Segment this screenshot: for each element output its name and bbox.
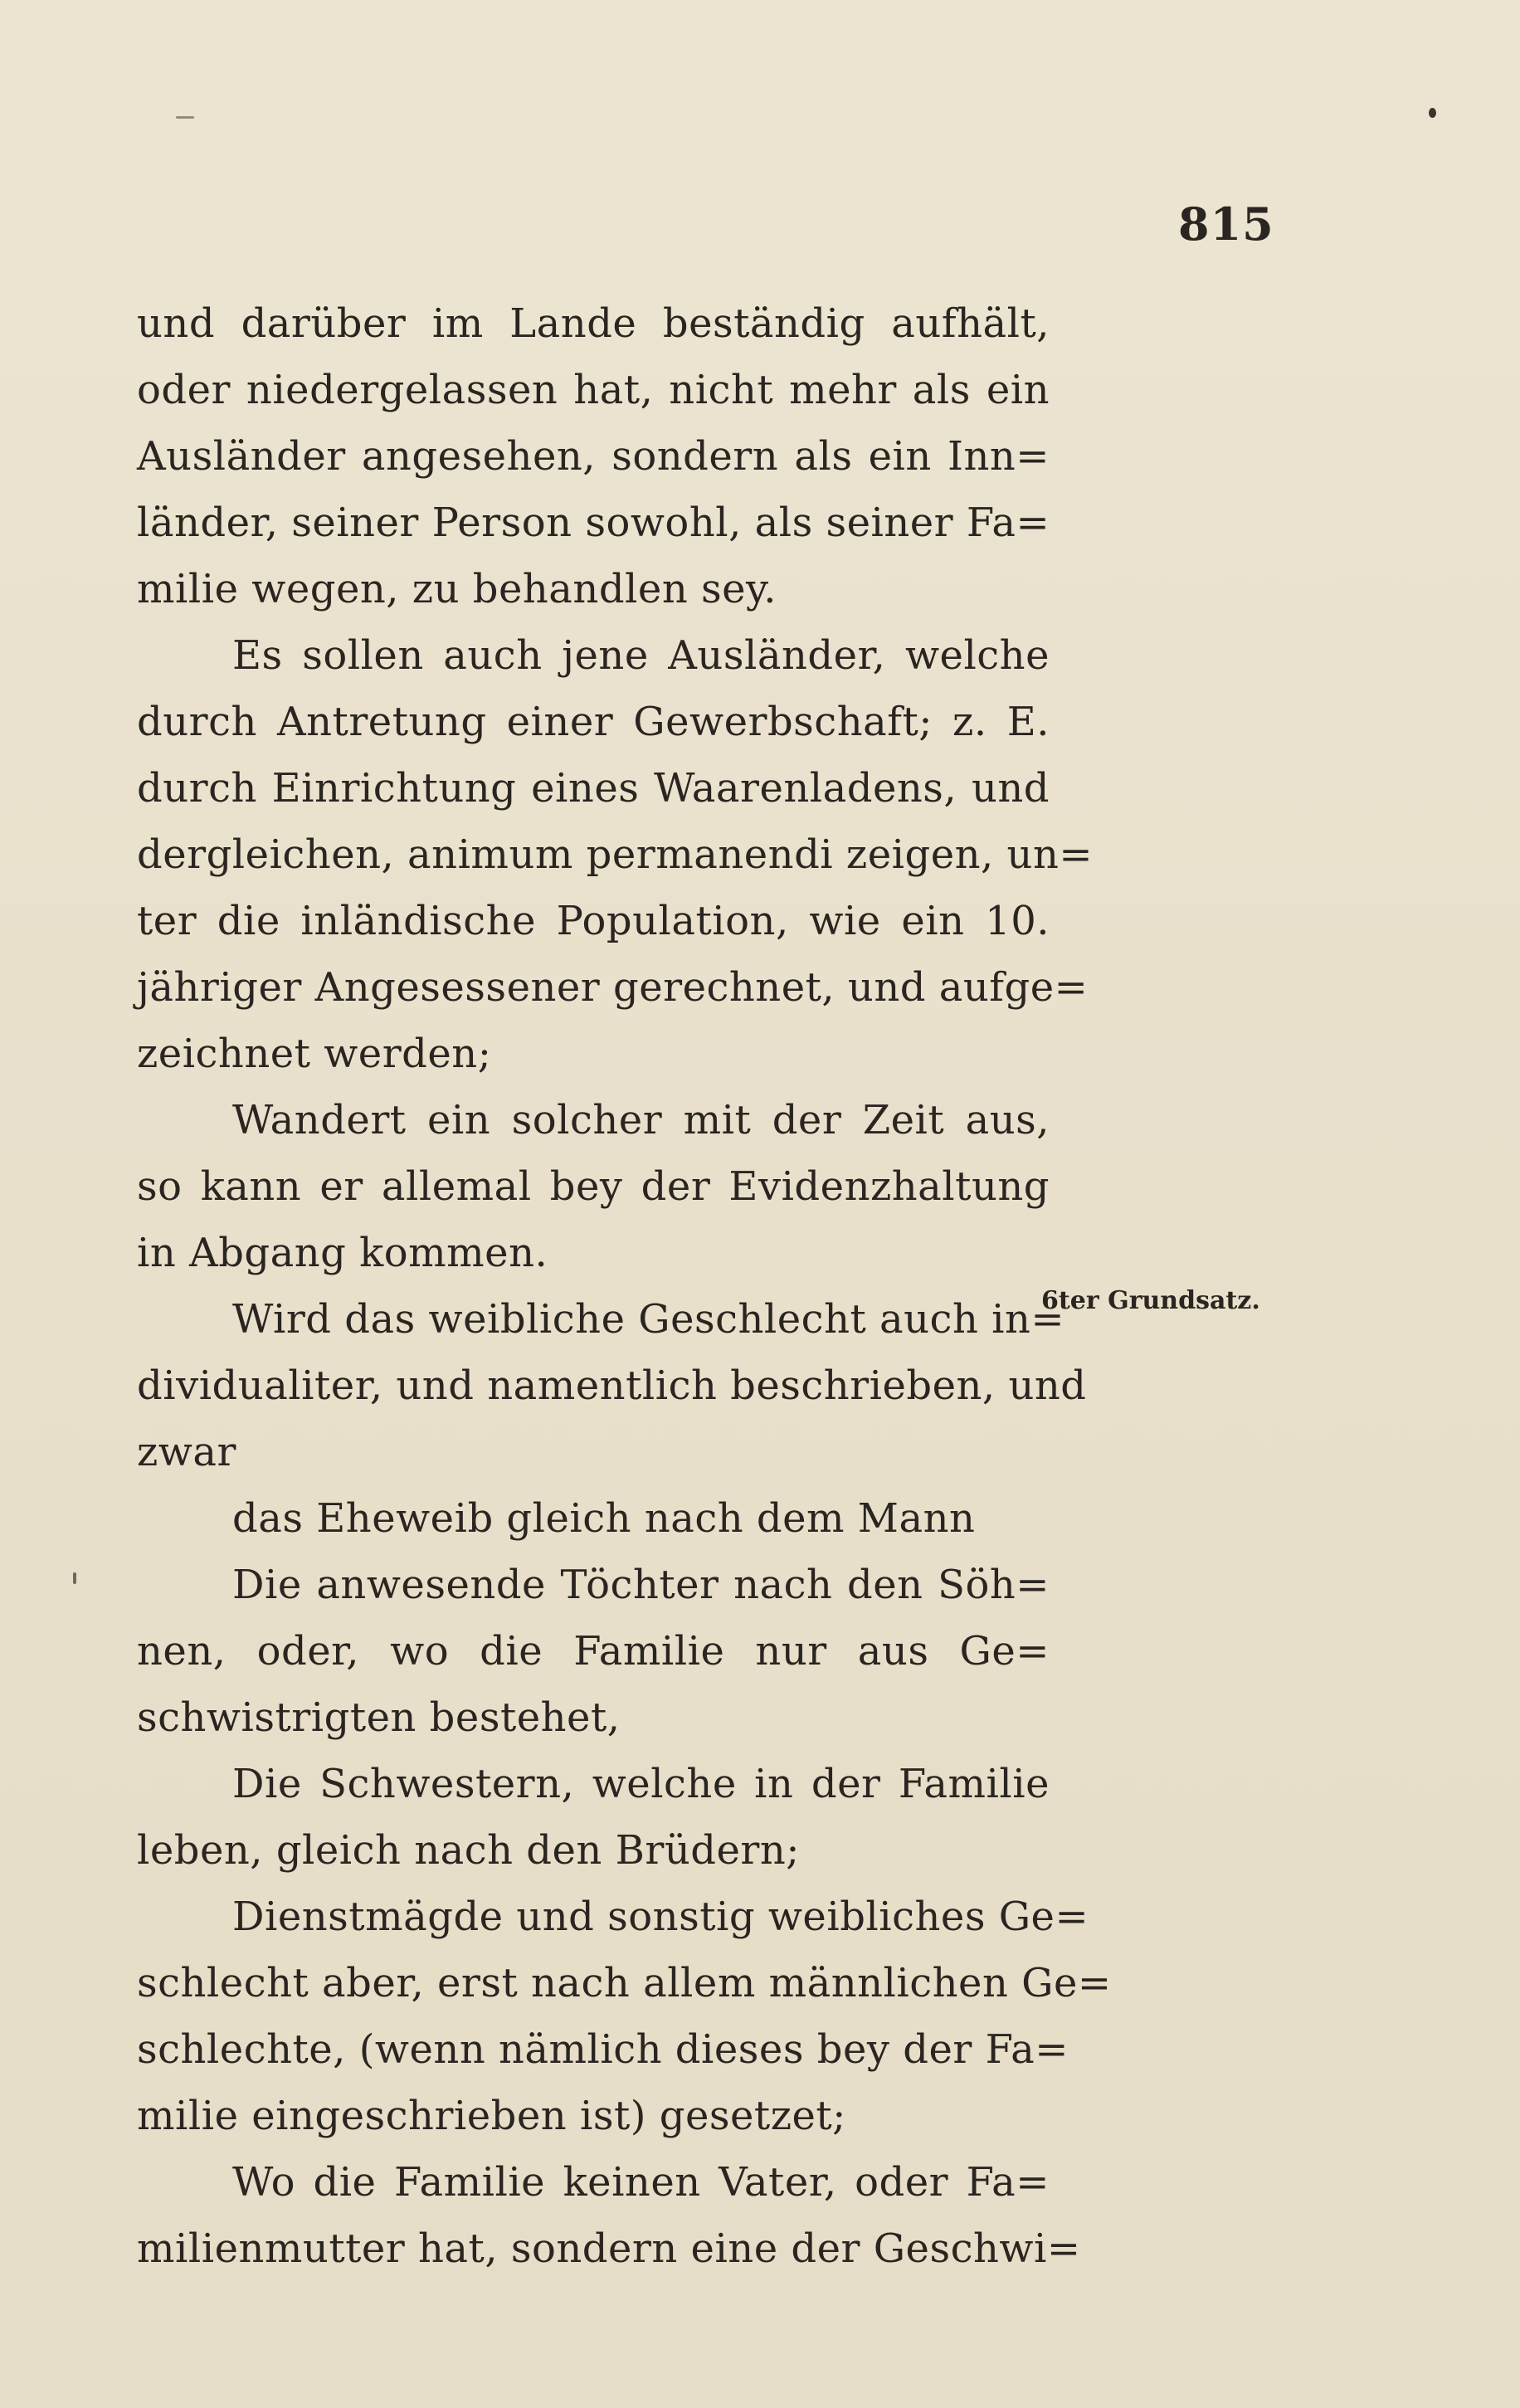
text-line: Die anwesende Töchter nach den Söh= (232, 1562, 1050, 1608)
text-line: Ausländer angesehen, sondern als ein Inn= (137, 433, 1050, 480)
text-line: milienmutter hat, sondern eine der Geschwi= (137, 2225, 1081, 2272)
text-line: dergleichen, animum permanendi zeigen, un= (137, 831, 1094, 878)
text-line: so kann er allemal bey der Evidenzhaltung (137, 1163, 1050, 1210)
text-line: Dienstmägde und sonstig weibliches Ge= (232, 1894, 1089, 1940)
text-line: milie eingeschrieben ist) gesetzet; (137, 2093, 846, 2139)
text-line: zwar (137, 1429, 236, 1475)
text-line: dividualiter, und namentlich beschrieben, und (137, 1362, 1087, 1409)
text-line: nen, oder, wo die Familie nur aus Ge= (137, 1628, 1050, 1674)
body-text (137, 290, 1112, 2282)
text-line: länder, seiner Person sowohl, als seiner Fa= (137, 500, 1050, 546)
text-line: oder niedergelassen hat, nicht mehr als ein (137, 367, 1050, 413)
margin-note: 6ter Grundsatz. (1041, 1286, 1260, 1315)
text-line: Die Schwestern, welche in der Familie (232, 1761, 1050, 1807)
text-line: in Abgang kommen. (137, 1230, 548, 1276)
text-line: zeichnet werden; (137, 1031, 492, 1077)
text-line: und darüber im Lande beständig aufhält, (137, 300, 1050, 347)
text-line: durch Einrichtung eines Waarenladens, und (137, 765, 1050, 812)
text-line: schlechte, (wenn nämlich dieses bey der Fa= (137, 2026, 1069, 2073)
text-line: Es sollen auch jene Ausländer, welche (232, 632, 1050, 679)
page-number: 815 (1178, 197, 1274, 251)
ink-speck (73, 1572, 76, 1584)
text-line: durch Antretung einer Gewerbschaft; z. E. (137, 699, 1050, 745)
text-line: schwistrigten bestehet, (137, 1694, 621, 1741)
text-line: Wird das weibliche Geschlecht auch in= (232, 1296, 1065, 1343)
text-line: das Eheweib gleich nach dem Mann (232, 1495, 976, 1542)
ink-speck (1429, 108, 1436, 118)
text-line: Wo die Familie keinen Vater, oder Fa= (232, 2159, 1050, 2206)
text-line: jähriger Angesessener gerechnet, und aufge= (137, 964, 1089, 1011)
text-line: schlecht aber, erst nach allem männlichen Ge= (137, 1960, 1112, 2006)
text-line: Wandert ein solcher mit der Zeit aus, (232, 1097, 1050, 1143)
ink-speck (176, 116, 194, 119)
text-line: ter die inländische Population, wie ein 10. (137, 898, 1050, 944)
text-line: leben, gleich nach den Brüdern; (137, 1827, 800, 1874)
text-line: milie wegen, zu behandlen sey. (137, 566, 777, 612)
